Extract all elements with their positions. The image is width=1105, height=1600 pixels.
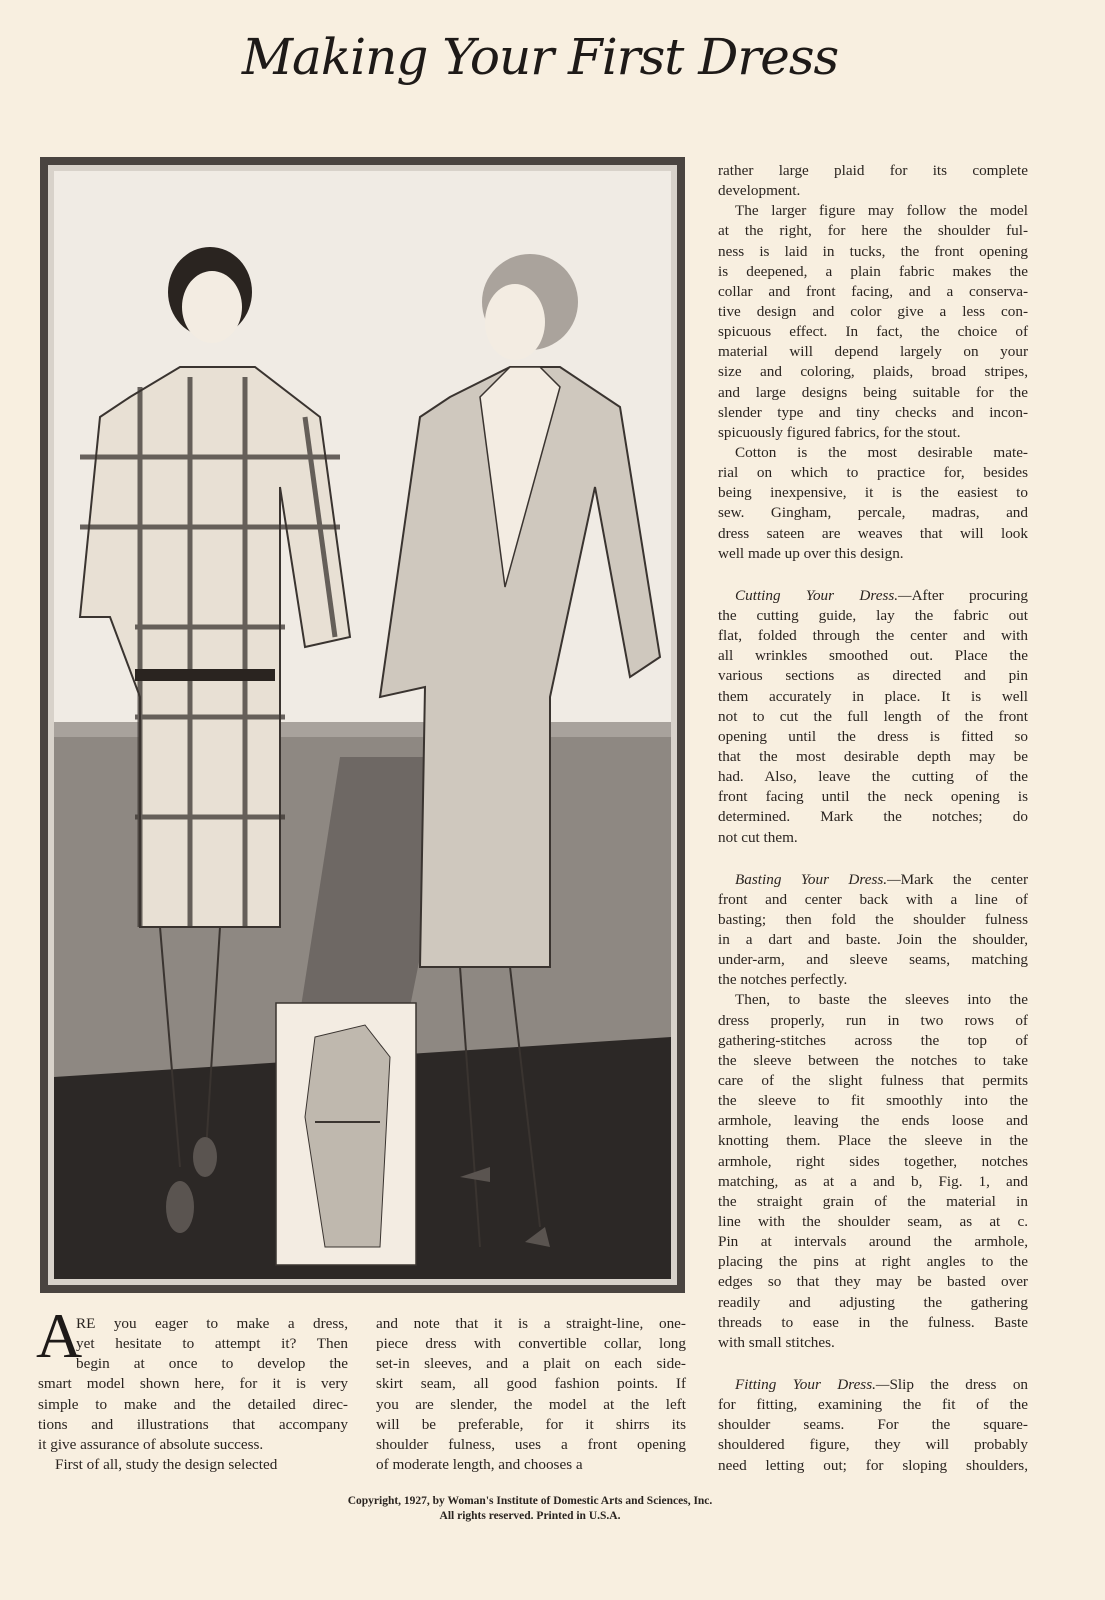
drop-cap: A	[36, 1300, 83, 1371]
text-line: with small stitches.	[718, 1333, 835, 1351]
text-line: various sections as directed and pin	[718, 667, 1028, 685]
paragraph	[718, 161, 1028, 201]
text-line: tions and illustrations that accompany	[38, 1415, 348, 1433]
text-line	[718, 1375, 1028, 1395]
text-line: and note that it is a straight-line, one-	[376, 1315, 686, 1332]
text-line: not to cut the full length of the front	[718, 707, 1028, 725]
text-line: and large designs being suitable for the	[718, 383, 1028, 401]
text-line: slender type and tiny checks and incon-	[718, 403, 1028, 421]
text-line: edges so that they may be basted over	[718, 1273, 1028, 1291]
section-heading: Basting Your Dress.—	[735, 870, 901, 888]
text-line: knotting them. Place the sleeve in the	[718, 1132, 1028, 1150]
text-line: need letting out; for sloping shoulders,	[718, 1456, 1028, 1474]
text-line: flat, folded through the center and with	[718, 627, 1028, 645]
column-left	[38, 1314, 348, 1475]
text-line: will be preferable, for it shirrs its	[376, 1415, 686, 1433]
paragraph	[38, 1455, 348, 1475]
text-line: the straight grain of the material in	[718, 1192, 1028, 1210]
text-line: collar and front facing, and a conserva-	[718, 282, 1028, 300]
text-line: armhole, right sides together, notches	[718, 1152, 1028, 1170]
text-line: shoulder fulness, uses a front opening	[376, 1435, 686, 1453]
text-line: sew. Gingham, percale, madras, and	[718, 504, 1028, 522]
text-line: begin at once to develop the	[76, 1355, 348, 1373]
text-line: smart model shown here, for it is very	[38, 1375, 348, 1393]
text-line: basting; then fold the shoulder fulness	[718, 910, 1028, 928]
text-line: set-in sleeves, and a plait on each side-	[376, 1355, 686, 1373]
text-line: spicuous effect. In fact, the choice of	[718, 323, 1028, 341]
section-heading: Cutting Your Dress.—	[735, 586, 912, 604]
text-line: of moderate length, and chooses a	[376, 1455, 583, 1473]
column-right	[718, 161, 1028, 1476]
fashion-illustration	[40, 157, 685, 1293]
text-line: size and coloring, plaids, broad stripes,	[718, 363, 1028, 381]
text-line: rial on which to practice for, besides	[718, 464, 1028, 482]
text-line: shouldered figure, they will probably	[718, 1436, 1028, 1454]
copyright-notice: Copyright, 1927, by Woman's Institute of Domestic Arts and Sciences, Inc.	[347, 1495, 713, 1507]
text-line: the sleeve to fit smoothly into the	[718, 1092, 1028, 1110]
text-line: you are slender, the model at the left	[376, 1395, 686, 1413]
section-heading: Fitting Your Dress.—	[735, 1376, 890, 1394]
text-line: piece dress with convertible collar, long	[376, 1335, 686, 1353]
paragraph	[718, 870, 1028, 991]
text-line: it give assurance of absolute success.	[38, 1435, 264, 1453]
column-middle	[376, 1314, 686, 1475]
text-line: that the most desirable depth may be	[718, 747, 1028, 765]
text-line: gathering-stitches across the top of	[718, 1031, 1028, 1049]
text-line: ness is laid in tucks, the front opening	[718, 242, 1028, 260]
text-line: front facing until the neck opening is	[718, 788, 1028, 806]
text-line: skirt seam, all good fashion points. If	[376, 1375, 686, 1393]
text-line: development.	[718, 182, 801, 200]
paragraph	[718, 1375, 1028, 1476]
text-line: material will depend largely on your	[718, 343, 1028, 361]
text-line: tive design and color give a less con-	[718, 302, 1028, 320]
page-title: Making Your First Dress	[241, 28, 839, 86]
paragraph	[376, 1314, 686, 1475]
text-line	[718, 870, 1028, 890]
paragraph	[38, 1314, 348, 1455]
text-line: being inexpensive, it is the easiest to	[718, 484, 1028, 502]
rights-notice: All rights reserved. Printed in U.S.A.	[439, 1510, 621, 1522]
text-line: the sleeve between the notches to take	[718, 1051, 1028, 1069]
line-text: After procuring	[911, 586, 1028, 604]
text-line	[718, 586, 1028, 606]
text-line: RE you eager to make a dress,	[76, 1315, 348, 1332]
text-line: is deepened, a plain fabric makes the	[718, 262, 1028, 280]
text-line: yet hesitate to attempt it? Then	[76, 1335, 348, 1353]
text-line: them accurately in place. It is well	[718, 687, 1028, 705]
text-line: matching, as at a and b, Fig. 1, and	[718, 1172, 1028, 1190]
text-line: determined. Mark the notches; do	[718, 808, 1028, 826]
text-line: opening until the dress is fitted so	[718, 727, 1028, 745]
text-line: not cut them.	[718, 828, 798, 846]
text-line: had. Also, leave the cutting of the	[718, 768, 1028, 786]
text-line: placing the pins at right angles to the	[718, 1253, 1028, 1271]
text-line: spicuously figured fabrics, for the stout.	[718, 423, 961, 441]
paragraph	[718, 201, 1028, 443]
text-line: at the right, for here the shoulder ful-	[718, 222, 1028, 240]
text-line: all wrinkles smoothed out. Place the	[718, 647, 1028, 665]
paragraph	[718, 443, 1028, 564]
paragraph	[718, 586, 1028, 848]
text-line: for fitting, examining the fit of the	[718, 1396, 1028, 1414]
text-line: dress properly, run in two rows of	[718, 1011, 1028, 1029]
text-line: under-arm, and sleeve seams, matching	[718, 951, 1028, 969]
text-line: threads to ease in the fulness. Baste	[718, 1313, 1028, 1331]
text-line: rather large plaid for its complete	[718, 162, 1028, 179]
text-line: simple to make and the detailed direc-	[38, 1395, 348, 1413]
text-line: shoulder seams. For the square-	[718, 1416, 1028, 1434]
text-line: dress sateen are weaves that will look	[718, 524, 1028, 542]
text-line: Cotton is the most desirable mate-	[735, 443, 1028, 461]
text-line: armhole, leaving the ends loose and	[718, 1112, 1028, 1130]
text-line: The larger figure may follow the model	[735, 202, 1028, 220]
text-line: care of the slight fulness that permits	[718, 1072, 1028, 1090]
text-line: Then, to baste the sleeves into the	[735, 991, 1028, 1009]
text-line: Pin at intervals around the armhole,	[718, 1233, 1028, 1251]
text-line: well made up over this design.	[718, 544, 904, 562]
text-line: readily and adjusting the gathering	[718, 1293, 1028, 1311]
text-line: in a dart and baste. Join the shoulder,	[718, 931, 1028, 949]
footer	[0, 1494, 1060, 1524]
line-text: Slip the dress on	[889, 1376, 1029, 1394]
text-line: the cutting guide, lay the fabric out	[718, 606, 1028, 624]
text-line: the notches perfectly.	[718, 971, 848, 989]
paragraph	[718, 990, 1028, 1353]
line-text: Mark the center	[900, 870, 1028, 888]
text-line: front and center back with a line of	[718, 890, 1028, 908]
back-view-inset	[276, 1003, 416, 1265]
text-line: First of all, study the design selected	[55, 1455, 278, 1473]
text-line: line with the shoulder seam, as at c.	[718, 1213, 1028, 1231]
